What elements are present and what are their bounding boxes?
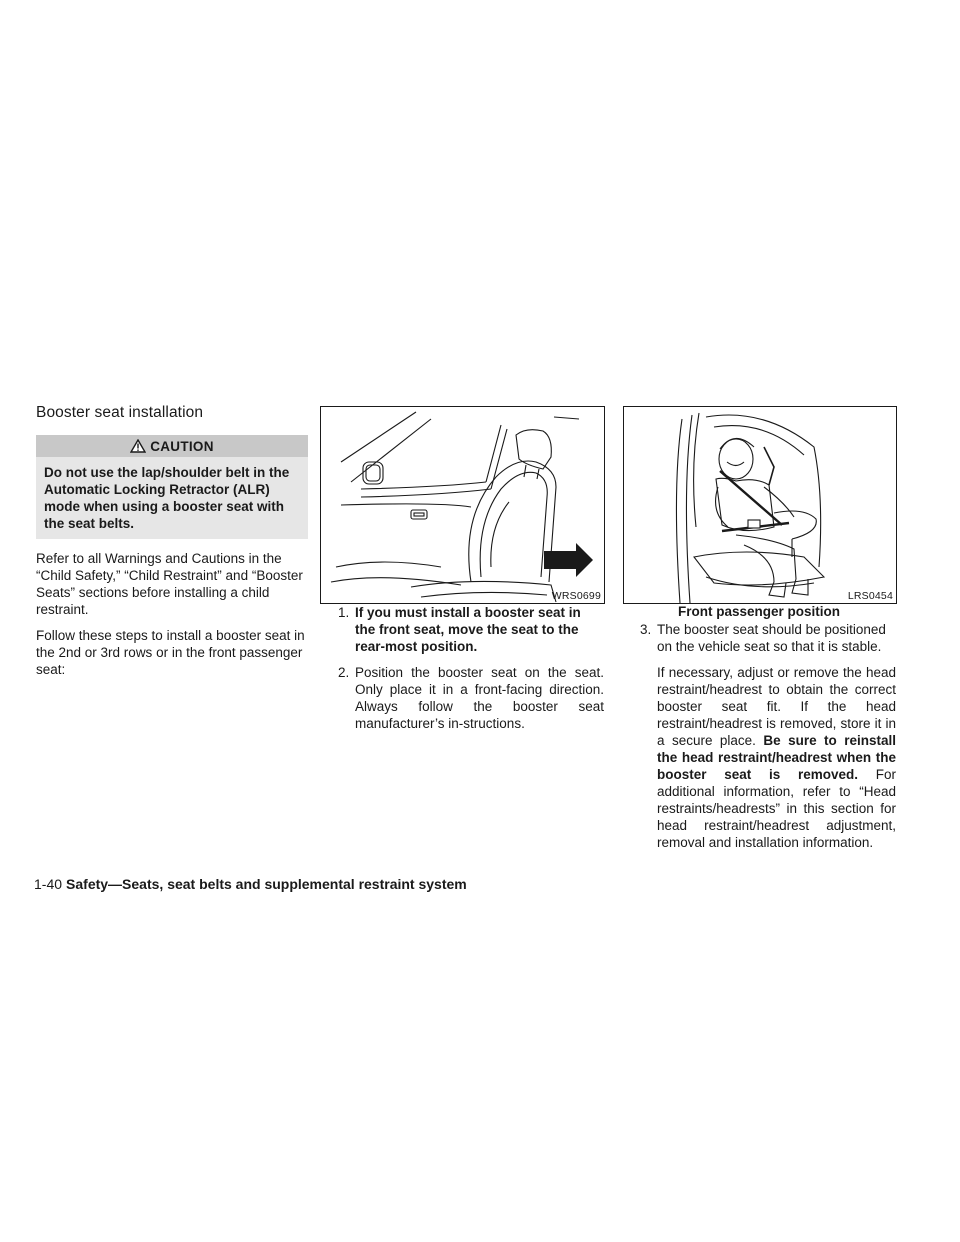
intro-paragraph-1: Refer to all Warnings and Cautions in the “Child Safety,” “Child Restraint” and “Booster Seats” sections before installing a child restraint. — [36, 551, 303, 617]
step-3-warning: Be sure to reinstall the head restraint/headrest when the booster seat is removed. — [657, 733, 896, 782]
warning-triangle-icon — [130, 439, 146, 453]
step-text: Position the booster seat on the seat. Only place it in a front-facing direction. Always follow the booster seat manufacturer’s in-structions. — [355, 665, 604, 731]
figure-code: LRS0454 — [847, 590, 893, 602]
step-3 — [640, 621, 896, 655]
step-text: The booster seat should be positioned on the vehicle seat so that it is stable. — [657, 622, 886, 654]
caution-header — [36, 435, 308, 457]
page-footer — [34, 876, 467, 892]
step-number: 2. — [338, 665, 350, 680]
caution-heading: CAUTION — [150, 438, 214, 454]
step-text: If you must install a booster seat in the front seat, move the seat to the rear-most position. — [355, 605, 581, 654]
figure-front-seat — [320, 406, 605, 604]
step-number: 3. — [640, 622, 652, 637]
page-number: 1-40 — [34, 876, 63, 892]
step-3-paragraph-a: If necessary, adjust or remove the head restraint/headrest to obtain the correct booster seat fit. If the head restraint/headrest is removed, store it in a secure place. — [657, 665, 896, 748]
figure-caption: Front passenger position — [677, 604, 840, 619]
booster-child-illustration — [624, 407, 896, 603]
step-1 — [338, 604, 604, 655]
left-column — [36, 404, 308, 687]
right-column — [640, 621, 896, 860]
figure-code: WRS0699 — [551, 590, 601, 602]
step-2 — [338, 664, 604, 732]
step-3-paragraph-c: For additional information, refer to “Head restraints/headrests” in this section for head restraint/headrest adjustment, removal and installation information. — [657, 767, 896, 850]
step-3-detail — [640, 664, 896, 851]
front-seat-illustration — [321, 407, 604, 603]
figure-booster-child — [623, 406, 897, 604]
chapter-title: Safety—Seats, seat belts and supplemental restraint system — [66, 876, 467, 892]
middle-column — [338, 604, 604, 741]
step-number: 1. — [338, 605, 350, 620]
section-title: Booster seat installation — [36, 404, 204, 421]
caution-body: Do not use the lap/shoulder belt in the Automatic Locking Retractor (ALR) mode when using a booster seat with the seat belts. — [36, 457, 308, 539]
intro-paragraph-2: Follow these steps to install a booster seat in the 2nd or 3rd rows or in the front passenger seat: — [36, 628, 305, 677]
